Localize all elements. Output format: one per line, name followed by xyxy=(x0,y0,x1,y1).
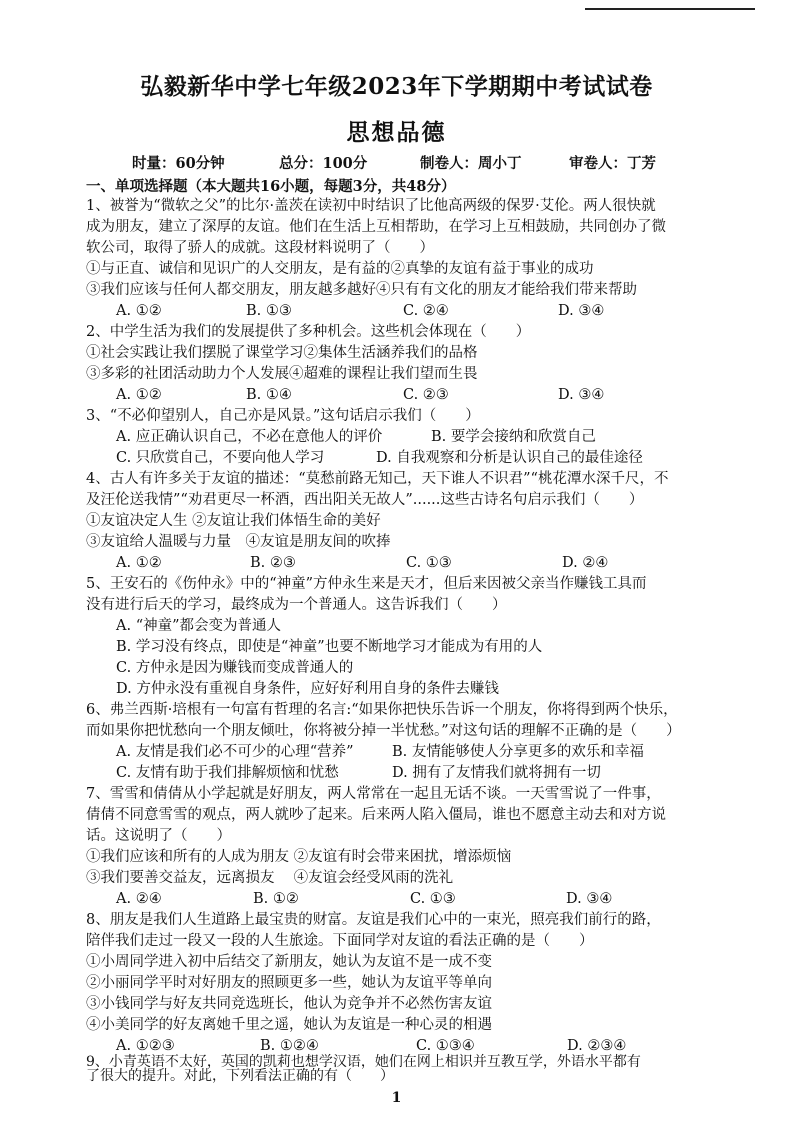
q2-line: 2、中学生活为我们的发展提供了多种机会。这些机会体现在（ ） xyxy=(86,324,531,340)
q4-line: 及汪伦送我情”“劝君更尽一杯酒，西出阳关无故人”......这些古诗名句启示我们（ ） xyxy=(86,492,644,508)
q8-line: 陪伴我们走过一段又一段的人生旅途。下面同学对友谊的看法正确的是（ ） xyxy=(86,933,594,949)
q6-option-a: A. 友情是我们必不可少的心理“营养” xyxy=(116,744,354,760)
paper-author: 制卷人：周小丁 xyxy=(420,155,522,172)
q1-line: ③我们应该与任何人都交朋友，朋友越多越好④只有有文化的朋友才能给我们带来帮助 xyxy=(86,282,637,298)
q7-option-b: B. ①② xyxy=(253,891,299,907)
q3-option-d: D. 自我观察和分析是认识自己的最佳途径 xyxy=(376,450,643,466)
q2-option-a: A. ①② xyxy=(116,387,162,403)
q8-option-b: B. ①②④ xyxy=(260,1038,319,1054)
q8-option-c: C. ①③④ xyxy=(416,1038,475,1054)
subject-title: 思想品德 xyxy=(346,119,447,146)
q3-option-c: C. 只欣赏自己，不要向他人学习 xyxy=(116,450,325,466)
q3-line: 3、“不必仰望别人，自己亦是风景。”这句话启示我们（ ） xyxy=(86,408,480,424)
q6-option-d: D. 拥有了友情我们就将拥有一切 xyxy=(392,765,601,781)
q1-line: ①与正直、诚信和见识广的人交朋友，是有益的②真挚的友谊有益于事业的成功 xyxy=(86,261,594,277)
q2-line: ③多彩的社团活动助力个人发展④超难的课程让我们望而生畏 xyxy=(86,366,478,382)
q4-option-d: D. ②④ xyxy=(562,555,609,571)
section-heading: 一、单项选择题（本大题共16小题，每题3分，共48分） xyxy=(86,178,456,195)
q1-option-a: A. ①② xyxy=(116,303,162,319)
q6-line: 而如果你把忧愁向一个朋友倾吐，你将被分掉一半忧愁。”对这句话的理解不正确的是（ ） xyxy=(86,723,681,739)
q8-option-a: A. ①②③ xyxy=(116,1038,175,1054)
q3-option-a: A. 应正确认识自己，不必在意他人的评价 xyxy=(116,429,383,445)
q2-option-c: C. ②③ xyxy=(403,387,449,403)
q7-option-c: C. ①③ xyxy=(410,891,456,907)
paper-reviewer: 审卷人：丁芳 xyxy=(569,155,656,172)
q7-line: ③我们要善交益友，远离损友 ④友谊会经受风雨的洗礼 xyxy=(86,870,454,886)
q1-option-b: B. ①③ xyxy=(246,303,292,319)
q6-line: 6、弗兰西斯·培根有一句富有哲理的名言:“如果你把快乐告诉一个朋友，你将得到两个快乐， xyxy=(86,702,678,718)
q7-line: ①我们应该和所有的人成为朋友 ②友谊有时会带来困扰，增添烦恼 xyxy=(86,849,512,865)
q7-option-a: A. ②④ xyxy=(116,891,162,907)
q2-option-d: D. ③④ xyxy=(558,387,605,403)
q5-line: 没有进行后天的学习，最终成为一个普通人。这告诉我们（ ） xyxy=(86,597,507,613)
q8-line: 8、朋友是我们人生道路上最宝贵的财富。友谊是我们心中的一束光，照亮我们前行的路， xyxy=(86,912,661,928)
q9-line: 9、小青英语不太好，英国的凯莉也想学汉语，她们在网上相识并互教互学，外语水平都有 xyxy=(86,1054,641,1070)
q5-option-a: A. “神童”都会变为普通人 xyxy=(116,618,282,634)
top-rule xyxy=(585,8,755,10)
q8-line: ③小钱同学与好友共同竞选班长，他认为竞争并不必然伤害友谊 xyxy=(86,996,492,1012)
q5-option-b: B. 学习没有终点，即使是“神童”也要不断地学习才能成为有用的人 xyxy=(116,639,543,655)
q8-line: ①小周同学进入初中后结交了新朋友，她认为友谊不是一成不变 xyxy=(86,954,492,970)
q1-line: 软公司，取得了骄人的成就。这段材料说明了（ ） xyxy=(86,240,434,256)
q8-line: ②小丽同学平时对好朋友的照顾更多一些，她认为友谊平等单向 xyxy=(86,975,492,991)
q8-option-d: D. ②③④ xyxy=(567,1038,627,1054)
q6-option-c: C. 友情有助于我们排解烦恼和忧愁 xyxy=(116,765,339,781)
q1-line: 1、被誉为“微软之父”的比尔·盖茨在读初中时结识了比他高两级的保罗·艾伦。两人很快就 xyxy=(86,198,656,214)
q1-option-d: D. ③④ xyxy=(558,303,605,319)
page-number: 1 xyxy=(391,1090,402,1106)
q7-line: 话。这说明了（ ） xyxy=(86,828,231,844)
q7-line: 倩倩不同意雪雪的观点，两人就吵了起来。后来两人陷入僵局，谁也不愿意主动去和对方说 xyxy=(86,807,666,823)
exam-time: 时量：60分钟 xyxy=(132,155,225,172)
q5-line: 5、王安石的《伤仲永》中的“神童”方仲永生来是天才，但后来因被父亲当作赚钱工具而 xyxy=(86,576,647,592)
q4-option-a: A. ①② xyxy=(116,555,162,571)
q6-option-b: B. 友情能够使人分享更多的欢乐和幸福 xyxy=(392,744,644,760)
q4-line: 4、古人有许多关于友谊的描述：“莫愁前路无知己，天下谁人不识君”“桃花潭水深千尺，不 xyxy=(86,471,669,487)
q4-option-b: B. ②③ xyxy=(250,555,296,571)
q2-option-b: B. ①④ xyxy=(246,387,292,403)
total-score: 总分：100分 xyxy=(279,155,368,172)
q7-line: 7、雪雪和倩倩从小学起就是好朋友，两人常常在一起且无话不谈。一天雪雪说了一件事， xyxy=(86,786,661,802)
q4-line: ①友谊决定人生 ②友谊让我们体悟生命的美好 xyxy=(86,513,381,529)
q2-line: ①社会实践让我们摆脱了课堂学习②集体生活涵养我们的品格 xyxy=(86,345,478,361)
q7-option-d: D. ③④ xyxy=(566,891,613,907)
q1-line: 成为朋友，建立了深厚的友谊。他们在生活上互相帮助，在学习上互相鼓励，共同创办了微 xyxy=(86,219,666,235)
q5-option-c: C. 方仲永是因为赚钱而变成普通人的 xyxy=(116,660,354,676)
q4-option-c: C. ①③ xyxy=(406,555,452,571)
q1-option-c: C. ②④ xyxy=(403,303,449,319)
q3-option-b: B. 要学会接纳和欣赏自己 xyxy=(431,429,596,445)
q4-line: ③友谊给人温暖与力量 ④友谊是朋友间的吹捧 xyxy=(86,534,391,550)
q9-line: 了很大的提升。对此，下列看法正确的有（ ） xyxy=(86,1068,394,1084)
exam-title: 弘毅新华中学七年级2023年下学期期中考试试卷 xyxy=(140,73,653,100)
q8-line: ④小美同学的好友离她千里之遥，她认为友谊是一种心灵的相遇 xyxy=(86,1017,492,1033)
q5-option-d: D. 方仲永没有重视自身条件，应好好利用自身的条件去赚钱 xyxy=(116,681,499,697)
